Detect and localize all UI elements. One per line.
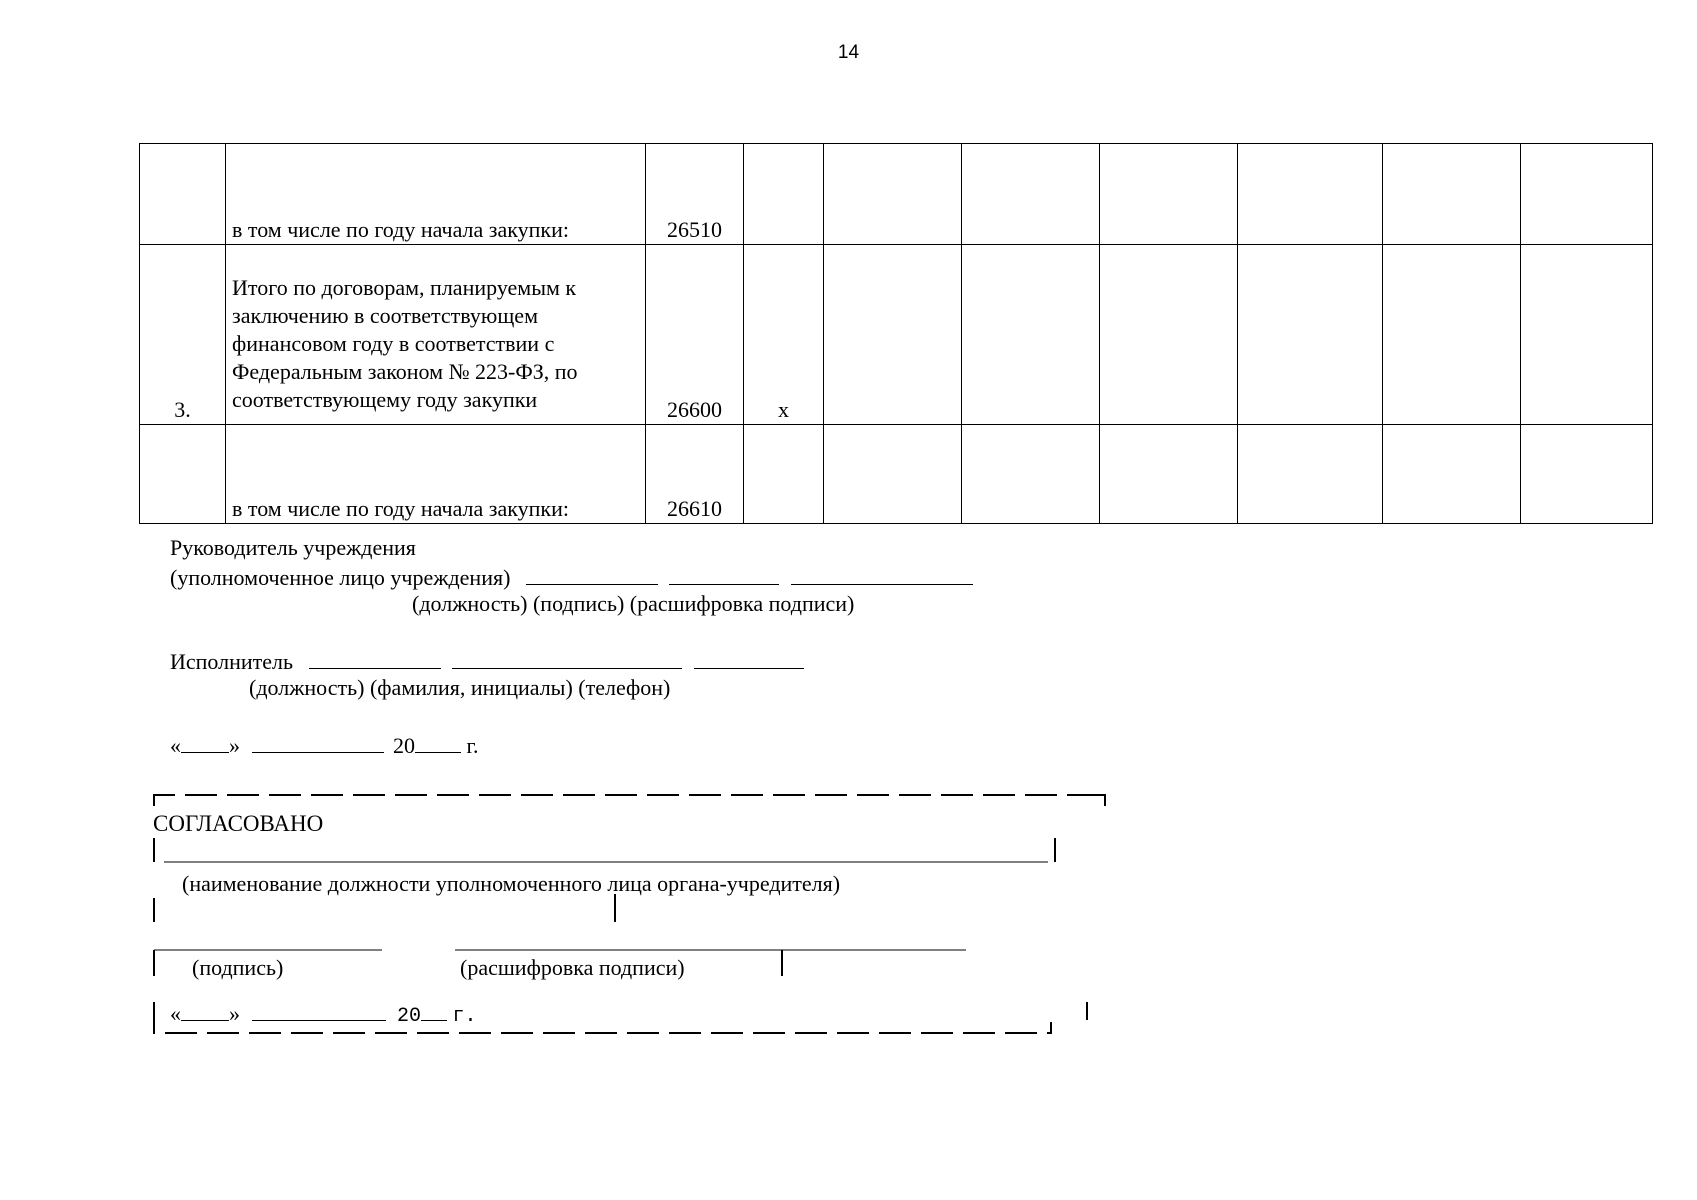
head-subtitle: (уполномоченное лицо учреждения)	[170, 565, 511, 590]
row-code: 26610	[646, 425, 744, 524]
row-code: 26510	[646, 144, 744, 245]
value-cell	[962, 425, 1100, 524]
day-blank[interactable]	[181, 730, 229, 753]
value-cell	[1238, 245, 1383, 425]
value-cell	[824, 425, 962, 524]
row-label	[226, 245, 646, 425]
value-cell	[1521, 144, 1653, 245]
row-number	[140, 144, 226, 245]
approval-year-prefix: 20	[397, 1005, 422, 1028]
row-code: 26600	[646, 245, 744, 425]
executor-line	[170, 646, 804, 676]
approval-month-blank[interactable]	[252, 998, 386, 1021]
executor-phone-blank[interactable]	[694, 646, 804, 669]
approval-signature-caption: (подпись)	[192, 955, 284, 980]
value-cell	[1100, 144, 1238, 245]
approval-date-open-quote: «	[170, 1001, 181, 1026]
value-cell	[1100, 245, 1238, 425]
executor-position-blank[interactable]	[309, 646, 441, 669]
row-number	[140, 425, 226, 524]
approval-date-line	[170, 998, 477, 1031]
year-blank[interactable]	[415, 730, 461, 753]
row-label: в том числе по году начала закупки:	[226, 144, 646, 245]
value-cell	[1383, 425, 1521, 524]
value-cell	[824, 245, 962, 425]
value-cell	[824, 144, 962, 245]
approval-block	[150, 790, 1110, 1040]
head-caption: (должность) (подпись) (расшифровка подписи)	[412, 591, 855, 616]
report-table	[139, 143, 1653, 524]
row-mark	[744, 144, 824, 245]
date-open-quote: «	[170, 733, 181, 758]
value-cell	[1521, 425, 1653, 524]
approval-title: СОГЛАСОВАНО	[153, 811, 324, 836]
approval-year-blank[interactable]	[421, 998, 447, 1021]
year-prefix: 20	[393, 733, 415, 758]
approval-date-suffix: г.	[452, 1005, 477, 1028]
position-blank[interactable]	[526, 562, 658, 585]
row-label-line: Федеральным законом № 223-ФЗ, по	[232, 359, 578, 384]
head-signature-line	[170, 562, 973, 592]
executor-caption: (должность) (фамилия, инициалы) (телефон)	[249, 675, 671, 700]
date-close-quote: »	[229, 733, 240, 758]
decoding-blank[interactable]	[791, 562, 973, 585]
value-cell	[1238, 425, 1383, 524]
table-row	[140, 425, 1653, 524]
head-title: Руководитель учреждения	[170, 535, 416, 560]
date-suffix: г.	[466, 733, 479, 758]
approval-date-close-quote: »	[229, 1001, 240, 1026]
value-cell	[1238, 144, 1383, 245]
value-cell	[1521, 245, 1653, 425]
row-mark: x	[744, 245, 824, 425]
approval-day-blank[interactable]	[181, 998, 229, 1021]
signature-blank[interactable]	[669, 562, 779, 585]
date-line	[170, 730, 479, 760]
row-label-line: Итого по договорам, планируемым к	[232, 275, 577, 300]
executor-name-blank[interactable]	[452, 646, 682, 669]
month-blank[interactable]	[252, 730, 384, 753]
value-cell	[962, 144, 1100, 245]
row-mark	[744, 425, 824, 524]
page-number: 14	[837, 42, 860, 63]
approval-decoding-caption: (расшифровка подписи)	[460, 955, 685, 980]
table-row	[140, 245, 1653, 425]
value-cell	[1383, 144, 1521, 245]
row-label: в том числе по году начала закупки:	[226, 425, 646, 524]
row-label-line: заключению в соответствующем	[232, 303, 538, 328]
approval-position-caption: (наименование должности уполномоченного лица органа-учредителя)	[182, 871, 841, 896]
value-cell	[1100, 425, 1238, 524]
value-cell	[1383, 245, 1521, 425]
row-label-line: финансовом году в соответствии с	[232, 331, 555, 356]
table-row	[140, 144, 1653, 245]
row-number: 3.	[140, 245, 226, 425]
executor-label: Исполнитель	[170, 649, 294, 674]
value-cell	[962, 245, 1100, 425]
row-label-line: соответствующему году закупки	[232, 387, 538, 412]
